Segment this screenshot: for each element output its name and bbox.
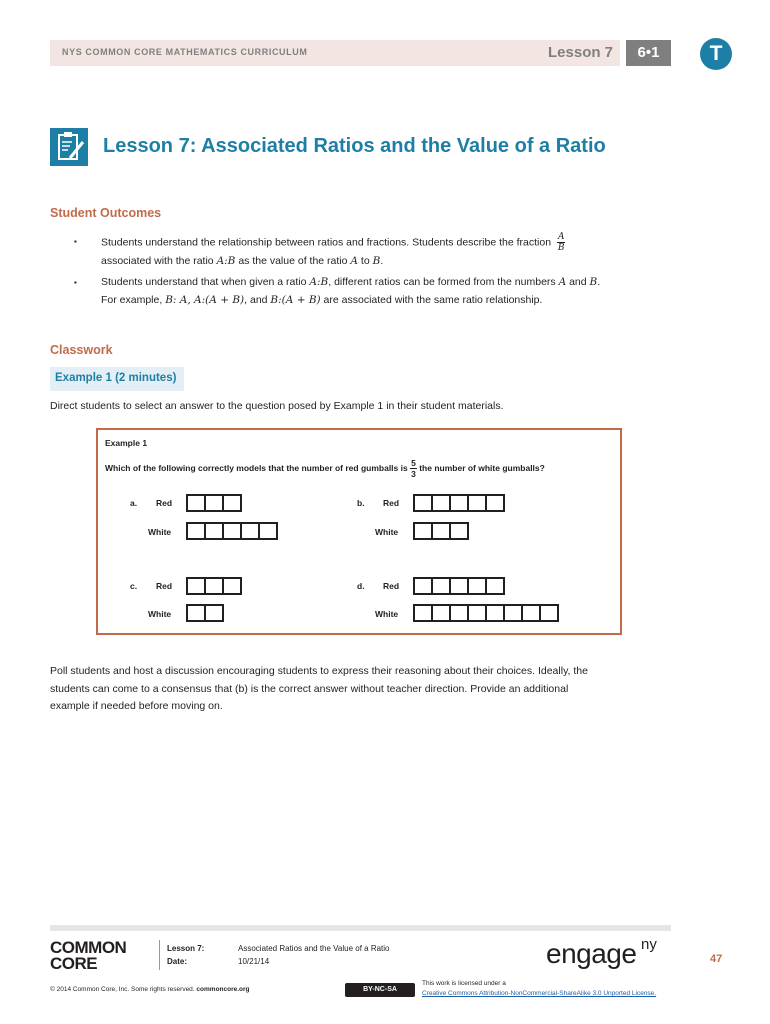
option-d-red-label: Red	[383, 581, 400, 591]
direction-text: Direct students to select an answer to the question posed by Example 1 in their student materials.	[50, 400, 504, 412]
tape-cell	[431, 604, 449, 622]
tape-cell	[204, 577, 222, 595]
tape-cell	[503, 604, 521, 622]
tape-cell	[186, 522, 204, 540]
footer-date-label: Date:	[167, 957, 188, 966]
tape-cell	[449, 494, 467, 512]
tape-cell	[449, 577, 467, 595]
option-a-letter: a.	[130, 498, 138, 508]
tape-cell	[240, 522, 258, 540]
tape-cell	[485, 577, 505, 595]
option-d-letter: d.	[357, 581, 365, 591]
tape-cell	[449, 522, 469, 540]
tape-cell	[222, 522, 240, 540]
option-c-red-tape	[186, 577, 242, 595]
option-a-red-label: Red	[156, 498, 173, 508]
classwork-heading: Classwork	[50, 343, 113, 357]
option-d-white-label: White	[375, 609, 399, 619]
example-question: Which of the following correctly models that the number of red gumballs is $\frac{5}{3}$ the number of white gumballs?	[105, 458, 545, 479]
outcome-2: Students understand that when given a ratio A:B, different ratios can be formed from the numbers A and B. For example, B: A, A:(A + B), and B:(A + B) are associated with the same ratio relationship.	[101, 276, 601, 306]
common-core-logo: COMMON CORE	[50, 938, 127, 973]
option-c-letter: c.	[130, 581, 138, 591]
tape-cell	[467, 577, 485, 595]
tape-cell	[222, 577, 242, 595]
tape-cell	[413, 604, 431, 622]
outcome-1: Students understand the relationship between ratios and fractions. Students describe the fraction $\frac{A}{B}$ associated with the ratio A:B as the value of the ratio A to B.	[101, 232, 565, 267]
copyright: © 2014 Common Core, Inc. Some rights reserved. commoncore.org	[50, 986, 250, 993]
tape-cell	[449, 604, 467, 622]
cc-license-badge: BY-NC-SA	[345, 983, 415, 997]
curriculum-label: NYS COMMON CORE MATHEMATICS CURRICULUM	[62, 47, 308, 57]
tape-cell	[222, 494, 242, 512]
fraction-5-over-3: $\frac{5}{3}$	[411, 458, 416, 479]
footer-rule	[50, 925, 671, 931]
option-c-white-label: White	[148, 609, 172, 619]
student-outcomes-heading: Student Outcomes	[50, 206, 162, 220]
option-b-red-tape	[413, 494, 505, 512]
tape-cell	[413, 494, 431, 512]
tape-cell	[521, 604, 539, 622]
tape-cell	[467, 494, 485, 512]
tape-cell	[467, 604, 485, 622]
engageny-logo: engage	[546, 938, 637, 969]
outcome-1-text: Students understand the relationship between ratios and fractions. Students describe the fraction	[101, 236, 552, 249]
option-c-white-tape	[186, 604, 224, 622]
license-link[interactable]: Creative Commons Attribution-NonCommercial-ShareAlike 3.0 Unported License.	[422, 990, 657, 997]
tape-cell	[413, 577, 431, 595]
engageny-logo-sup: ny	[641, 936, 657, 953]
option-d-white-tape	[413, 604, 559, 622]
header-lesson: Lesson 7	[548, 44, 614, 61]
license-text: This work is licensed under a	[422, 980, 506, 987]
tape-cell	[204, 604, 224, 622]
bullet-icon: ▪	[74, 278, 77, 287]
tape-cell	[204, 494, 222, 512]
option-c-red-label: Red	[156, 581, 173, 591]
option-b-white-tape	[413, 522, 469, 540]
grade-module: 6•1	[637, 44, 660, 61]
option-b-letter: b.	[357, 498, 365, 508]
tape-cell	[186, 494, 204, 512]
tape-cell	[431, 522, 449, 540]
footer-lesson-label: Lesson 7:	[167, 944, 205, 953]
page-title: Lesson 7: Associated Ratios and the Value of a Ratio	[103, 135, 606, 157]
footer-divider	[159, 940, 160, 970]
option-a-white-tape	[186, 522, 278, 540]
tape-cell	[431, 577, 449, 595]
tape-cell	[186, 577, 204, 595]
tape-cell	[539, 604, 559, 622]
bullet-icon: ▪	[74, 237, 77, 246]
option-b-red-label: Red	[383, 498, 400, 508]
tape-cell	[413, 522, 431, 540]
example-box-title: Example 1	[105, 438, 148, 448]
option-d-red-tape	[413, 577, 505, 595]
option-a-red-tape	[186, 494, 242, 512]
option-b-white-label: White	[375, 527, 399, 537]
tape-cell	[485, 494, 505, 512]
footer-date-value: 10/21/14	[238, 957, 270, 966]
tape-cell	[485, 604, 503, 622]
teacher-badge-letter: T	[709, 42, 723, 65]
tape-cell	[186, 604, 204, 622]
tape-cell	[258, 522, 278, 540]
tape-cell	[204, 522, 222, 540]
lesson-clipboard-icon	[50, 128, 88, 166]
tape-cell	[431, 494, 449, 512]
page-number: 47	[710, 953, 723, 965]
footer-lesson-value: Associated Ratios and the Value of a Ratio	[238, 944, 390, 953]
fraction-a-over-b: $\frac{A}{B}$	[557, 232, 565, 253]
option-a-white-label: White	[148, 527, 172, 537]
example-tag-label: Example 1 (2 minutes)	[55, 372, 177, 384]
discussion-text: Poll students and host a discussion encouraging students to express their reasoning about their choices. Ideally, the students can come to a consensus that (b) is the correct answer without teacher direction. Provide an additional example if needed before moving on.	[50, 665, 588, 712]
